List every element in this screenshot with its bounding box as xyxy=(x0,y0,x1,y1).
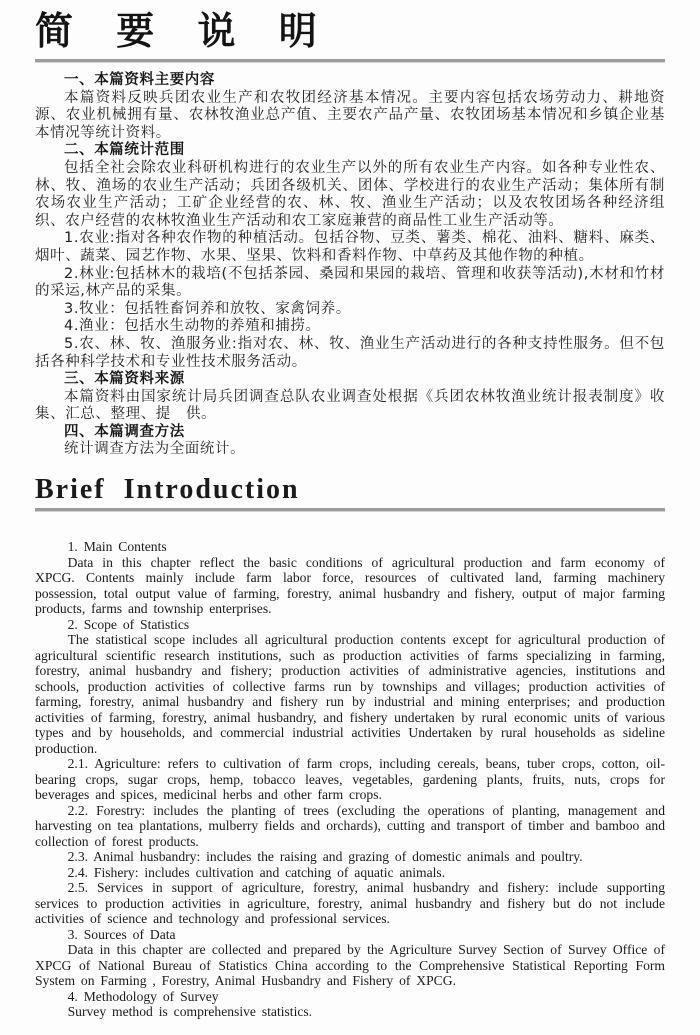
chinese-page-title: 简 要 说 明 xyxy=(35,8,332,53)
chinese-body-paragraph: 5.农、林、牧、渔服务业:指对农、林、牧、渔业生产活动进行的各种支持性服务。但不包括各种科学技术和专业性技术服务活动。 xyxy=(35,335,665,370)
english-body-paragraph: 2.5. Services in support of agriculture, forestry, animal husbandry and fishery: include supporting services to production activities in agriculture, forestry, animal husbandry and fishery but do not include activities of science and technology and professional services. xyxy=(35,880,665,927)
chinese-text-block xyxy=(35,72,665,459)
english-section-heading: 4. Methodology of Survey xyxy=(67,988,219,1004)
chinese-section-heading: 四、本篇调查方法 xyxy=(64,423,185,440)
english-section-heading: 2. Scope of Statistics xyxy=(67,616,190,632)
chinese-title-rule xyxy=(35,59,665,63)
english-body-paragraph: Survey method is comprehensive statistics. xyxy=(67,1004,313,1020)
chinese-body-paragraph: 本篇资料反映兵团农业生产和农牧团经济基本情况。主要内容包括农场劳动力、耕地资源、农业机械拥有量、农林牧渔业总产值、主要农产品产量、农牧团场基本情况和乡镇企业基本情况等统计资料。 xyxy=(35,89,665,141)
english-body-paragraph: Data in this chapter reflect the basic conditions of agricultural production and farm economy of XPCG. Contents mainly include farm labor force, resources of cultivated land, farming machinery possession, total output value of farming, forestry, animal husbandry and fishery, output of major farming products, farms and township enterprises. xyxy=(35,554,665,617)
english-title-rule xyxy=(35,508,665,512)
english-body-paragraph: The statistical scope includes all agricultural production contents except for agricultural production of agricultural scientific research institutions, such as production activities of farms specializing in farming, forestry, animal husbandry and fishery; production activities of administrative agencies, institutions and schools, production activities of collective farms run by townships and villages; production activities of farming, forestry, animal husbandry and fishery run by industrial and mining enterprises; and production activities of farming, forestry, animal husbandry, and fishery undertaken by rural economic units of various types and by households, and commercial industrial activities Undertaken by rural households as sideline production. xyxy=(35,632,665,756)
chinese-body-paragraph: 统计调查方法为全面统计。 xyxy=(64,441,246,458)
english-text-block xyxy=(35,539,665,1020)
chinese-section-heading: 一、本篇资料主要内容 xyxy=(64,72,215,88)
chinese-body-paragraph: 本篇资料由国家统计局兵团调查总队农业调查处根据《兵团农林牧渔业统计报表制度》收集、汇总、整理、提 供。 xyxy=(35,388,665,423)
english-page-title: Brief Introduction xyxy=(35,474,300,506)
english-section-heading: 1. Main Contents xyxy=(67,539,167,555)
chinese-body-paragraph: 1.农业:指对各种农作物的种植活动。包括谷物、豆类、薯类、棉花、油料、糖料、麻类、烟叶、蔬菜、园艺作物、水果、坚果、饮料和香料作物、中草药及其他作物的种植。 xyxy=(35,230,665,264)
english-section-heading: 3. Sources of Data xyxy=(67,926,176,942)
english-body-paragraph: 2.1. Agriculture: refers to cultivation of farm crops, including cereals, beans, tuber crops, cotton, oil-bearing crops, sugar crops, hemp, tobacco leaves, vegetables, gardening plants, fruits, nuts, crops for beverages and spices, medicinal herbs and other farm crops. xyxy=(35,756,665,803)
english-body-paragraph: Data in this chapter are collected and prepared by the Agriculture Survey Section of Survey Office of XPCG of National Bureau of Statistics China according to the Comprehensive Statistical Reporting Form System on Farming , Forestry, Animal Husbandry and Fishery of XPCG. xyxy=(35,942,665,989)
chinese-body-paragraph: 3.牧业：包括牲畜饲养和放牧、家禽饲养。 xyxy=(64,300,351,317)
chinese-section-heading: 二、本篇统计范围 xyxy=(64,142,185,159)
chinese-body-paragraph: 4.渔业：包括水生动物的养殖和捕捞。 xyxy=(64,318,321,335)
chinese-body-paragraph: 包括全社会除农业科研机构进行的农业生产以外的所有农业生产内容。如各种专业性农、林、牧、渔场的农业生产活动；兵团各级机关、团体、学校进行的农业生产活动；集体所有制农场农业生产活动；工矿企业经营的农、林、牧、渔业生产活动；以及农牧团场各种经济组织、农户经营的农林牧渔业生产活动和农工家庭兼营的商品性工业生产活动等。 xyxy=(35,159,665,229)
english-body-paragraph: 2.4. Fishery: includes cultivation and catching of aquatic animals. xyxy=(67,864,446,880)
english-body-paragraph: 2.3. Animal husbandry: includes the raising and grazing of domestic animals and poultry. xyxy=(67,849,583,865)
chinese-section-heading: 三、本篇资料来源 xyxy=(64,371,185,388)
chinese-body-paragraph: 2.林业:包括林木的栽培(不包括茶园、桑园和果园的栽培、管理和收获等活动),木材和竹材的采运,林产品的采集。 xyxy=(35,265,665,300)
english-body-paragraph: 2.2. Forestry: includes the planting of trees (excluding the operations of planting, management and harvesting on tea plantations, mulberry fields and orchards), cutting and transport of timber and bamboo and collection of forest products. xyxy=(35,802,665,849)
